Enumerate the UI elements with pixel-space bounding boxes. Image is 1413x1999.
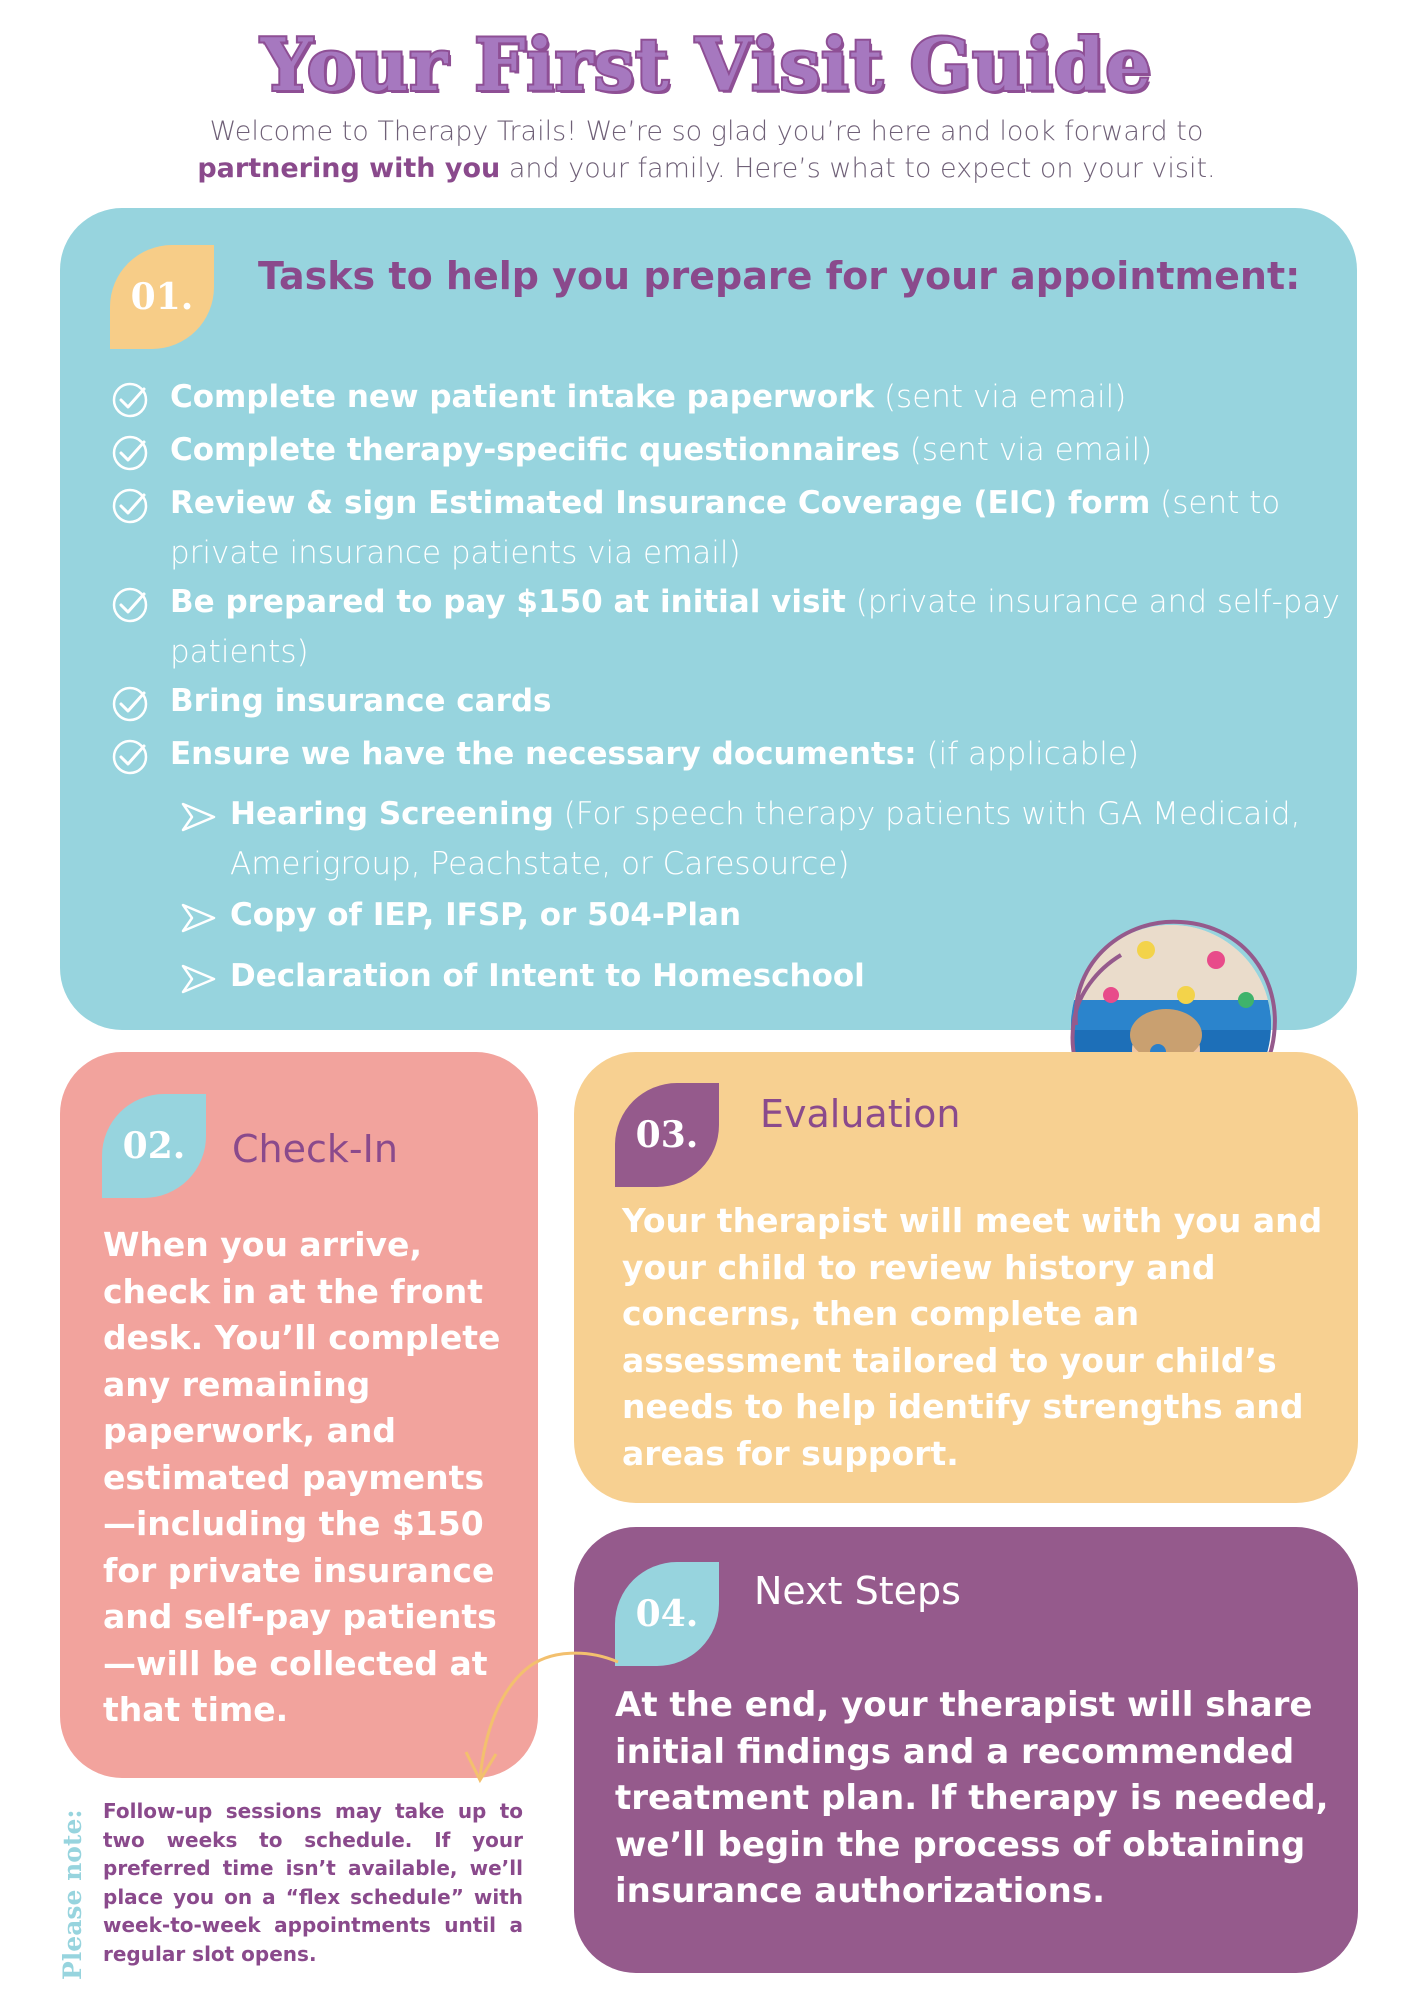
- task-item: [110, 425, 1340, 475]
- badge-04: 04.: [615, 1562, 719, 1666]
- evaluation-text: Your therapist will meet with you and your child to review history and concerns, then complete an assessment tailored to your child’s needs to help identify strengths and areas for support.: [622, 1201, 1323, 1473]
- document-item: [180, 951, 1060, 1001]
- task-text: [170, 425, 1340, 475]
- arrow-right-icon: [180, 799, 218, 833]
- arrow-right-icon: [180, 900, 218, 934]
- prepare-heading: Tasks to help you prepare for your appointment:: [258, 254, 1301, 298]
- check-circle-icon: [110, 737, 150, 777]
- task-bold: Bring insurance cards: [170, 683, 552, 719]
- page-title: Your First Visit Guide: [260, 22, 1153, 107]
- check-circle-icon: [110, 380, 150, 420]
- task-text: [170, 676, 1340, 726]
- task-item: [110, 729, 1340, 779]
- task-note: (sent via email): [874, 379, 1127, 415]
- document-bold: Hearing Screening: [230, 796, 554, 832]
- please-note-label: Please note:: [58, 1809, 87, 1980]
- check-circle-icon: [110, 486, 150, 526]
- badge-01: 01.: [110, 245, 214, 349]
- task-item: [110, 372, 1340, 422]
- please-note-text: Follow-up sessions may take up to two weeks to schedule. If your preferred time isn’t available, we’ll place you on a “flex schedule” with week-to-week appointments until a regular slot opens.: [103, 1799, 523, 1966]
- task-item: [110, 577, 1340, 677]
- task-text: [170, 478, 1340, 578]
- check-circle-icon: [110, 684, 150, 724]
- badge-03: 03.: [615, 1083, 719, 1187]
- task-text: [170, 729, 1340, 779]
- document-bold: Declaration of Intent to Homeschool: [230, 958, 865, 994]
- document-item: [180, 789, 1350, 889]
- intro-line-2: and your family. Here’s what to expect on your visit.: [500, 153, 1216, 184]
- arrow-right-icon: [180, 961, 218, 995]
- task-note: (sent to private insurance patients via email): [170, 485, 1281, 571]
- next-steps-text: At the end, your therapist will share initial findings and a recommended treatment plan. If therapy is needed, we’ll begin the process of obtaining insurance authorizations.: [615, 1685, 1329, 1911]
- intro-text: [100, 113, 1313, 187]
- task-note: (private insurance and self-pay patients): [170, 584, 1340, 670]
- task-note: (if applicable): [916, 736, 1140, 772]
- task-note: (sent via email): [899, 432, 1153, 468]
- check-in-heading: Check-In: [232, 1127, 398, 1171]
- task-text: [170, 577, 1340, 677]
- task-item: [110, 676, 1340, 726]
- intro-line-1: Welcome to Therapy Trails! We’re so glad you’re here and look forward to: [209, 116, 1204, 147]
- task-bold: Complete therapy-specific questionnaires: [170, 432, 900, 468]
- curved-arrow-icon: [440, 1640, 630, 1790]
- document-bold: Copy of IEP, IFSP, or 504-Plan: [230, 897, 742, 933]
- task-bold: Complete new patient intake paperwork: [170, 379, 875, 415]
- document-text: [230, 789, 1350, 889]
- badge-02: 02.: [102, 1094, 206, 1198]
- check-circle-icon: [110, 433, 150, 473]
- check-circle-icon: [110, 585, 150, 625]
- task-bold: Be prepared to pay $150 at initial visit: [170, 584, 846, 620]
- next-steps-heading: Next Steps: [754, 1569, 961, 1613]
- document-note: (For speech therapy patients with GA Medicaid, Amerigroup, Peachstate, or Caresource): [230, 796, 1301, 882]
- intro-bold: partnering with you: [197, 153, 501, 184]
- check-in-text: When you arrive, check in at the front desk. You’ll complete any remaining paperwork, and estimated payments —including the $150 for private insurance and self-pay patients —will be collected at that time.: [103, 1225, 501, 1729]
- task-bold: Ensure we have the necessary documents:: [170, 736, 917, 772]
- task-item: [110, 478, 1340, 578]
- document-text: [230, 951, 1060, 1001]
- task-text: [170, 372, 1340, 422]
- task-bold: Review & sign Estimated Insurance Coverage (EIC) form: [170, 485, 1151, 521]
- evaluation-heading: Evaluation: [760, 1092, 961, 1136]
